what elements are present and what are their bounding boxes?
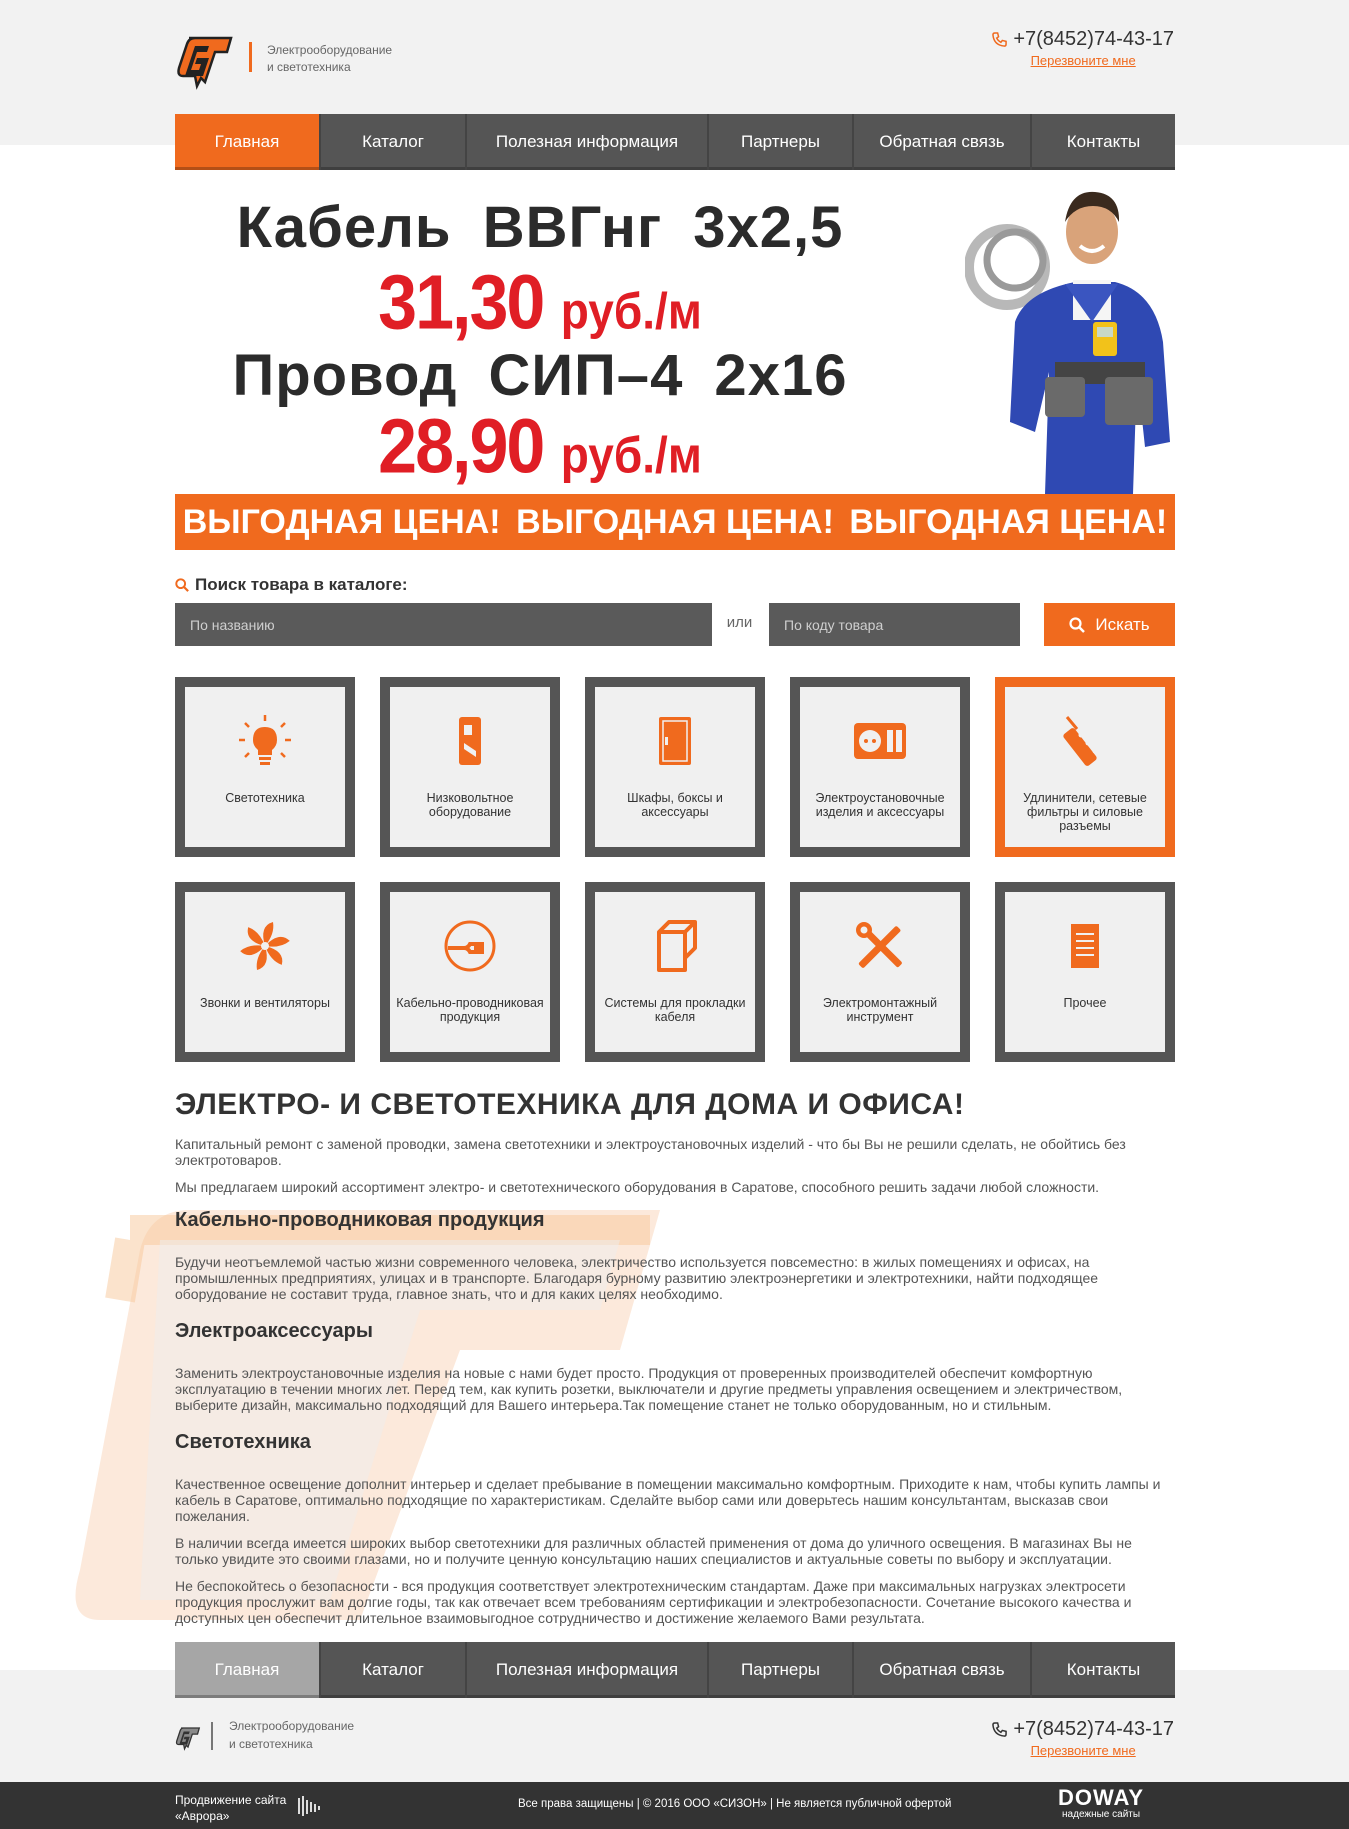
- power-strip-icon: [1057, 713, 1113, 769]
- promo-banner[interactable]: [175, 170, 1175, 550]
- search-by-code-input[interactable]: [769, 603, 1020, 646]
- category-label: Звонки и вентиляторы: [200, 996, 330, 1010]
- banner-price-2-value: 28,90: [378, 403, 544, 489]
- site-tagline: [267, 42, 392, 76]
- category-label: Электромонтажный инструмент: [822, 996, 938, 1024]
- banner-product-1: Кабель ВВГнг 3х2,5: [236, 195, 844, 260]
- category-label: Удлинители, сетевые фильтры и силовые разъемы: [1023, 791, 1147, 833]
- banner-product-2: Провод СИП–4 2х16: [232, 343, 848, 408]
- content-intro-1: Капитальный ремонт с заменой проводки, замена светотехники и электроустановочных изделий - что бы Вы не решили сделать, не обойтись без электротоваров.: [175, 1136, 1126, 1168]
- banner-strip-text-1: ВЫГОДНАЯ ЦЕНА!: [182, 502, 501, 541]
- footer-nav-item-feedback[interactable]: Обратная связь: [852, 1642, 1030, 1698]
- content-paragraph-lighting-2: В наличии всегда имеется широких выбор светотехники для различных областей применения от дома до уличного освещения. В магазинах Вы не только увидите это своими глазами, но и получите ценную консультацию наших специалистов и актуальные советы по выбору и эксплуатации.: [175, 1535, 1132, 1567]
- developer-name: DOWAY: [1058, 1785, 1145, 1810]
- content-paragraph-lighting-1: Качественное освещение дополнит интерьер и сделает пребывание в помещении максимально комфортным. Приходите к нам, чтобы купить лампы и кабель в Саратове, оптимально подходящие по характеристикам. Сделайте выбор сами или доверьтесь нашим консультантам, высказав свои пожелания.: [175, 1476, 1161, 1524]
- footer-logo-icon[interactable]: [175, 1725, 201, 1751]
- footer-nav-item-contacts[interactable]: Контакты: [1030, 1642, 1175, 1698]
- circuit-breaker-icon: [442, 713, 498, 769]
- search-button[interactable]: [1044, 603, 1175, 646]
- developer-logo[interactable]: [1058, 1787, 1144, 1821]
- banner-price-2: [175, 402, 905, 490]
- footer-logo-separator: [211, 1722, 213, 1750]
- footer-tagline-line1: Электрооборудование: [229, 1719, 355, 1733]
- banner-strip: [175, 494, 1175, 550]
- main-nav: [175, 114, 1175, 170]
- footer-callback-link[interactable]: Перезвоните мне: [1030, 1743, 1136, 1758]
- promo-link[interactable]: [175, 1792, 286, 1824]
- search-icon: [175, 578, 189, 592]
- cable-channel-icon: [647, 918, 703, 974]
- search-icon: [1069, 617, 1085, 633]
- content-intro-2: Мы предлагаем широкий ассортимент электро- и светотехнического оборудования в Саратове, способного решить задачи любой сложности.: [175, 1179, 1100, 1195]
- search-or-label: или: [726, 614, 753, 631]
- category-bells-fans[interactable]: [175, 882, 355, 1062]
- footer-phone-number: +7(8452)74-43-17: [1013, 1718, 1174, 1740]
- cable-icon: [442, 918, 498, 974]
- nav-item-info[interactable]: Полезная информация: [465, 114, 707, 170]
- content-heading-lighting: Светотехника: [175, 1431, 311, 1453]
- nav-item-contacts[interactable]: Контакты: [1030, 114, 1175, 170]
- footer-nav-item-home[interactable]: Главная: [175, 1642, 319, 1698]
- banner-price-1: [175, 258, 905, 346]
- footer-phone[interactable]: [992, 1718, 1174, 1741]
- logo-separator: [249, 42, 252, 72]
- document-icon: [1057, 918, 1113, 974]
- nav-item-catalog[interactable]: Каталог: [319, 114, 465, 170]
- copyright-text: Все права защищены | © 2016 ООО «СИЗОН» | Не является публичной офертой: [518, 1798, 952, 1810]
- category-label: Системы для прокладки кабеля: [604, 996, 746, 1024]
- content-paragraph-cable: Будучи неотъемлемой частью жизни современного человека, электричество используется повсеместно: в жилых помещениях и офисах, на промышленных предприятиях, улицах и в транспорте. Благодаря бурному развитию электроэнергетики и электротехники, найти подходящее оборудование не составит труда, главное знать, что и для каких целях необходимо.: [175, 1254, 1099, 1302]
- category-cabinets[interactable]: [585, 677, 765, 857]
- phone-icon: [992, 1722, 1007, 1737]
- footer-nav-item-info[interactable]: Полезная информация: [465, 1642, 707, 1698]
- footer-nav-item-catalog[interactable]: Каталог: [319, 1642, 465, 1698]
- category-label: Кабельно-проводниковая продукция: [396, 996, 544, 1024]
- nav-item-partners[interactable]: Партнеры: [707, 114, 852, 170]
- nav-item-feedback[interactable]: Обратная связь: [852, 114, 1030, 170]
- footer-bottom-bar: [0, 1782, 1349, 1829]
- phone-number: +7(8452)74-43-17: [1013, 28, 1174, 50]
- footer-contacts: [992, 1718, 1174, 1758]
- content-heading-accessories: Электроаксессуары: [175, 1320, 373, 1342]
- developer-slogan: надежные сайты: [1062, 1809, 1141, 1820]
- seo-content: [175, 1088, 1175, 1637]
- search-title-text: Поиск товара в каталоге:: [195, 575, 408, 594]
- footer-nav: [175, 1642, 1175, 1698]
- category-low-voltage[interactable]: [380, 677, 560, 857]
- nav-item-home[interactable]: Главная: [175, 114, 319, 170]
- callback-link[interactable]: Перезвоните мне: [1030, 53, 1136, 68]
- search-by-name-input[interactable]: [175, 603, 712, 646]
- search-button-label: Искать: [1095, 614, 1150, 634]
- footer-tagline: [229, 1717, 354, 1753]
- content-title: ЭЛЕКТРО- И СВЕТОТЕХНИКА ДЛЯ ДОМА И ОФИСА!: [175, 1088, 965, 1121]
- category-extension-cords[interactable]: [995, 677, 1175, 857]
- tagline-line1: Электрооборудование: [267, 43, 393, 57]
- phone-icon: [992, 32, 1007, 47]
- footer-nav-item-partners[interactable]: Партнеры: [707, 1642, 852, 1698]
- header-contacts: [992, 28, 1174, 68]
- banner-price-1-value: 31,30: [378, 259, 544, 345]
- content-paragraph-lighting-3: Не беспокойтесь о безопасности - вся продукция соответствует электротехническим стандартам. Даже при максимальных нагрузках электросети продукция прослужит вам долгие годы, так как отвечает всем требованиям сертификации и электробезопасности. Сочетание высокого качества и доступных цен обеспечит длительное взаимовыгодное сотрудничество и достижение желаемого Вами результата.: [175, 1578, 1132, 1626]
- fan-icon: [237, 918, 293, 974]
- tools-icon: [852, 918, 908, 974]
- electrician-image: [965, 172, 1175, 494]
- category-wiring-devices[interactable]: [790, 677, 970, 857]
- tagline-line2: и светотехника: [267, 60, 351, 74]
- category-label: Светотехника: [225, 791, 305, 805]
- logo-icon[interactable]: [175, 32, 235, 90]
- aurora-logo-icon: [296, 1794, 322, 1818]
- category-tools[interactable]: [790, 882, 970, 1062]
- banner-price-1-unit: руб./м: [560, 282, 702, 340]
- promo-line2: «Аврора»: [175, 1809, 230, 1823]
- category-cable-routing[interactable]: [585, 882, 765, 1062]
- search-title: [175, 575, 408, 595]
- promo-line1: Продвижение сайта: [175, 1793, 287, 1807]
- category-label: Низковольтное оборудование: [426, 791, 514, 819]
- category-cables[interactable]: [380, 882, 560, 1062]
- content-paragraph-accessories: Заменить электроустановочные изделия на новые с нами будет просто. Продукция от проверенных производителей обеспечит комфортную эксплуатацию в течении многих лет. Перед тем, как купить розетки, выключатели и другие предметы управления освещением и электричеством, выберите дизайн, максимально подходящий для Вашего интерьера.Так помещение станет не только оборудованным, но и стильным.: [175, 1365, 1123, 1413]
- category-other[interactable]: [995, 882, 1175, 1062]
- lightbulb-icon: [237, 713, 293, 769]
- socket-icon: [842, 713, 918, 769]
- banner-price-2-unit: руб./м: [560, 426, 702, 484]
- footer-tagline-line2: и светотехника: [229, 1737, 313, 1751]
- banner-strip-text-2: ВЫГОДНАЯ ЦЕНА!: [516, 502, 834, 541]
- content-heading-cable: Кабельно-проводниковая продукция: [175, 1209, 545, 1231]
- cabinet-icon: [647, 713, 703, 769]
- header-phone[interactable]: [992, 28, 1174, 51]
- category-label: Шкафы, боксы и аксессуары: [627, 791, 723, 819]
- category-lighting[interactable]: [175, 677, 355, 857]
- category-label: Прочее: [1063, 996, 1107, 1010]
- category-label: Электроустановочные изделия и аксессуары: [815, 791, 945, 819]
- banner-strip-text-3: ВЫГОДНАЯ ЦЕНА!: [849, 502, 1168, 541]
